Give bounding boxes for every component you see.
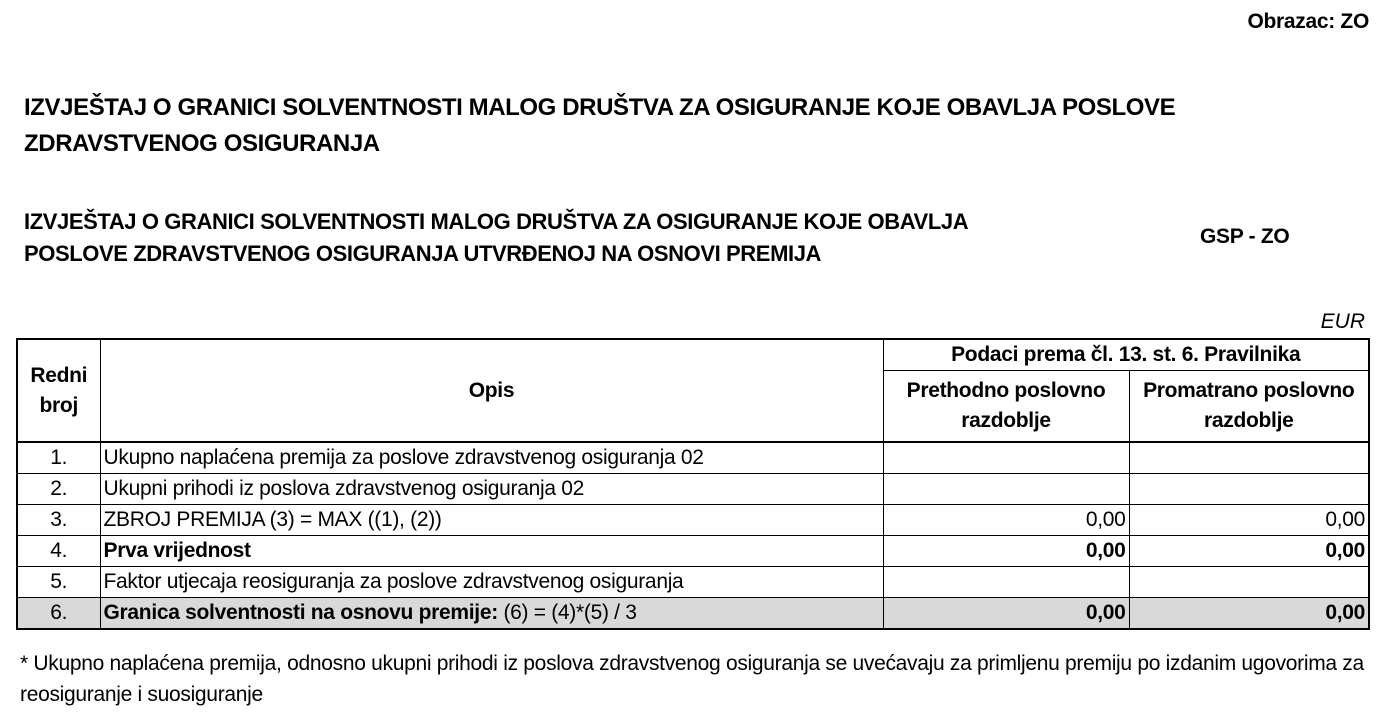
row-description: ZBROJ PREMIJA (3) = MAX ((1), (2)): [100, 505, 883, 536]
main-title: IZVJEŠTAJ O GRANICI SOLVENTNOSTI MALOG DRUŠTVA ZA OSIGURANJE KOJE OBAVLJA POSLOVE ZDRAVSTVENOG OSIGURANJA: [24, 94, 1176, 157]
value-curr-cell[interactable]: [1129, 442, 1369, 474]
value-prev-cell[interactable]: [883, 442, 1129, 474]
value-curr-cell[interactable]: [1129, 474, 1369, 505]
row-description: Ukupno naplaćena premija za poslove zdravstvenog osiguranja 02: [100, 442, 883, 474]
row-number: 4.: [17, 536, 100, 567]
value-prev-cell: 0,00: [883, 598, 1129, 630]
form-code: Obrazac: ZO: [1247, 10, 1369, 33]
value-curr-cell[interactable]: [1129, 567, 1369, 598]
value-prev-cell: 0,00: [883, 536, 1129, 567]
header-opis: Opis: [100, 339, 883, 442]
value-prev-cell: 0,00: [883, 505, 1129, 536]
sub-title-line-2: POSLOVE ZDRAVSTVENOG OSIGURANJA UTVRĐENOJ NA OSNOVI PREMIJA: [24, 241, 822, 266]
table-header-row-1: [17, 339, 1369, 371]
row-number: 2.: [17, 474, 100, 505]
value-curr-cell: 0,00: [1129, 536, 1369, 567]
table-row-total: [17, 598, 1369, 630]
table-row: [17, 505, 1369, 536]
row-description: Ukupni prihodi iz poslova zdravstvenog osiguranja 02: [100, 474, 883, 505]
header-redni-broj: Redni broj: [17, 339, 100, 442]
table-row: [17, 536, 1369, 567]
row-number: 6.: [17, 598, 100, 630]
header-prethodno: Prethodno poslovno razdoblje: [883, 371, 1129, 443]
header-promatrano: Promatrano poslovno razdoblje: [1129, 371, 1369, 443]
value-curr-cell: 0,00: [1129, 505, 1369, 536]
table-row: [17, 567, 1369, 598]
value-prev-cell[interactable]: [883, 567, 1129, 598]
value-prev-cell[interactable]: [883, 474, 1129, 505]
row-description-formula: (6) = (4)*(5) / 3: [497, 601, 637, 624]
table-row: [17, 442, 1369, 474]
row-description: Prva vrijednost: [100, 536, 883, 567]
header-group-pravilnik: Podaci prema čl. 13. st. 6. Pravilnika: [883, 339, 1369, 371]
solvency-table: [16, 338, 1370, 630]
value-curr-cell: 0,00: [1129, 598, 1369, 630]
sub-title-line-1: IZVJEŠTAJ O GRANICI SOLVENTNOSTI MALOG DRUŠTVA ZA OSIGURANJE KOJE OBAVLJA: [24, 209, 969, 234]
footnote: * Ukupno naplaćena premija, odnosno ukupni prihodi iz poslova zdravstvenog osiguranja se uvećavaju za primljenu premiju po izdanim ugovorima za reosiguranje i suosiguranje: [20, 652, 1364, 706]
sub-form-code: GSP - ZO: [1200, 225, 1290, 248]
sub-title: [24, 206, 1084, 270]
row-description-label: Granica solventnosti na osnovu premije:: [103, 601, 498, 624]
row-description: [100, 598, 883, 630]
table-row: [17, 474, 1369, 505]
row-number: 5.: [17, 567, 100, 598]
currency-label: EUR: [1320, 310, 1365, 333]
row-description: Faktor utjecaja reosiguranja za poslove zdravstvenog osiguranja: [100, 567, 883, 598]
row-number: 3.: [17, 505, 100, 536]
row-number: 1.: [17, 442, 100, 474]
